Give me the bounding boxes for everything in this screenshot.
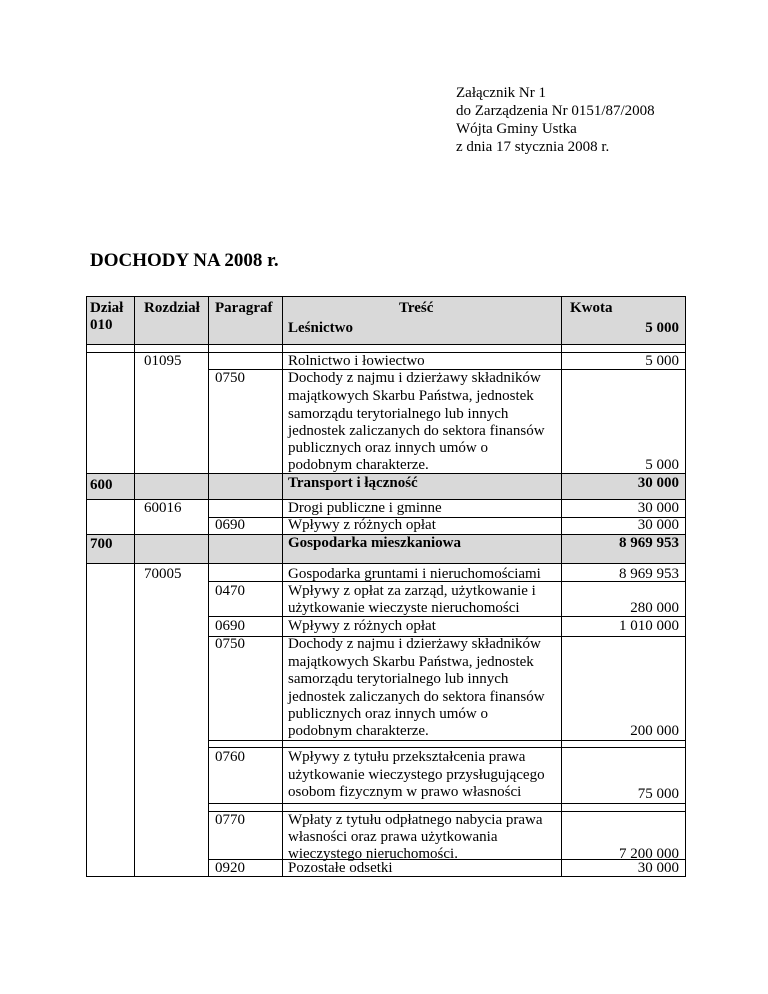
income-table bbox=[86, 296, 686, 877]
row-amount: 280 000 bbox=[630, 600, 679, 616]
row-description: wieczystego nieruchomości. bbox=[288, 846, 458, 862]
table-border bbox=[208, 296, 209, 877]
row-description: Drogi publiczne i gminne bbox=[288, 500, 442, 516]
section-amount: 8 969 953 bbox=[619, 535, 679, 551]
table-border bbox=[282, 296, 283, 877]
row-amount: 30 000 bbox=[637, 860, 679, 876]
row-description: Rolnictwo i łowiectwo bbox=[288, 353, 425, 369]
paragraf-code: 0690 bbox=[215, 517, 245, 533]
row-description: publicznych oraz innych umów o bbox=[288, 440, 488, 456]
document-title: DOCHODY NA 2008 r. bbox=[90, 250, 279, 271]
section-title: Leśnictwo bbox=[288, 320, 353, 336]
row-amount: 5 000 bbox=[645, 457, 679, 473]
attachment-note-line: z dnia 17 stycznia 2008 r. bbox=[456, 139, 610, 155]
row-description: użytkowanie wieczyste nieruchomości bbox=[288, 600, 520, 616]
paragraf-code: 0470 bbox=[215, 583, 245, 599]
table-border bbox=[685, 296, 686, 877]
table-border bbox=[86, 563, 686, 564]
row-description: Dochody z najmu i dzierżawy składników bbox=[288, 636, 541, 652]
table-border bbox=[561, 296, 562, 877]
row-description: Wpływy z różnych opłat bbox=[288, 517, 436, 533]
row-description: Pozostałe odsetki bbox=[288, 860, 393, 876]
row-amount: 7 200 000 bbox=[619, 846, 679, 862]
row-description: własności oraz prawa użytkowania bbox=[288, 829, 498, 845]
section-dzial: 600 bbox=[90, 477, 113, 493]
paragraf-code: 0920 bbox=[215, 860, 245, 876]
row-description: podobnym charakterze. bbox=[288, 723, 429, 739]
row-description: użytkowanie wieczystego przysługującego bbox=[288, 767, 545, 783]
column-header-dzial: Dział bbox=[90, 300, 124, 316]
row-description: samorządu terytorialnego lub innych bbox=[288, 671, 509, 687]
row-description: jednostek zaliczanych do sektora finansów bbox=[288, 423, 545, 439]
row-description: podobnym charakterze. bbox=[288, 457, 429, 473]
column-header-kwota: Kwota bbox=[570, 300, 613, 316]
paragraf-code: 0760 bbox=[215, 749, 245, 765]
column-header-tresc: Treść bbox=[399, 300, 434, 316]
section-title: Gospodarka mieszkaniowa bbox=[288, 535, 461, 551]
attachment-note-line: do Zarządzenia Nr 0151/87/2008 bbox=[456, 103, 655, 119]
row-description: jednostek zaliczanych do sektora finansów bbox=[288, 689, 545, 705]
row-description: Wpływy z opłat za zarząd, użytkowanie i bbox=[288, 583, 536, 599]
row-description: osobom fizycznym w prawo własności bbox=[288, 784, 522, 800]
rozdzial-code: 70005 bbox=[144, 566, 182, 582]
paragraf-code: 0690 bbox=[215, 618, 245, 634]
row-amount: 5 000 bbox=[645, 353, 679, 369]
row-amount: 8 969 953 bbox=[619, 566, 679, 582]
row-amount: 200 000 bbox=[630, 723, 679, 739]
row-description: samorządu terytorialnego lub innych bbox=[288, 406, 509, 422]
row-amount: 30 000 bbox=[637, 500, 679, 516]
table-border bbox=[208, 803, 686, 804]
column-header-paragraf: Paragraf bbox=[215, 300, 273, 316]
row-description: majątkowych Skarbu Państwa, jednostek bbox=[288, 654, 534, 670]
rozdzial-code: 60016 bbox=[144, 500, 182, 516]
attachment-note-line: Wójta Gminy Ustka bbox=[456, 121, 577, 137]
row-amount: 75 000 bbox=[637, 786, 679, 802]
row-description: majątkowych Skarbu Państwa, jednostek bbox=[288, 388, 534, 404]
section-amount: 5 000 bbox=[645, 320, 679, 336]
row-description: publicznych oraz innych umów o bbox=[288, 706, 488, 722]
attachment-note-line: Załącznik Nr 1 bbox=[456, 85, 546, 101]
column-header-rozdzial: Rozdział bbox=[144, 300, 200, 316]
section-title: Transport i łączność bbox=[288, 475, 418, 491]
section-amount: 30 000 bbox=[637, 475, 679, 491]
row-description: Gospodarka gruntami i nieruchomościami bbox=[288, 566, 541, 582]
row-description: Wpływy z różnych opłat bbox=[288, 618, 436, 634]
row-description: Wpływy z tytułu przekształcenia prawa bbox=[288, 749, 526, 765]
row-description: Dochody z najmu i dzierżawy składników bbox=[288, 370, 541, 386]
row-amount: 30 000 bbox=[637, 517, 679, 533]
section-dzial: 010 bbox=[90, 317, 113, 333]
table-border bbox=[86, 296, 686, 297]
rozdzial-code: 01095 bbox=[144, 353, 182, 369]
section-dzial: 700 bbox=[90, 536, 113, 552]
paragraf-code: 0750 bbox=[215, 370, 245, 386]
row-description: Wpłaty z tytułu odpłatnego nabycia prawa bbox=[288, 812, 543, 828]
row-amount: 1 010 000 bbox=[619, 618, 679, 634]
attachment-note bbox=[456, 84, 655, 156]
paragraf-code: 0770 bbox=[215, 812, 245, 828]
paragraf-code: 0750 bbox=[215, 636, 245, 652]
table-border bbox=[86, 344, 686, 345]
table-border bbox=[86, 296, 87, 877]
table-border bbox=[208, 740, 686, 741]
table-border bbox=[134, 296, 135, 877]
